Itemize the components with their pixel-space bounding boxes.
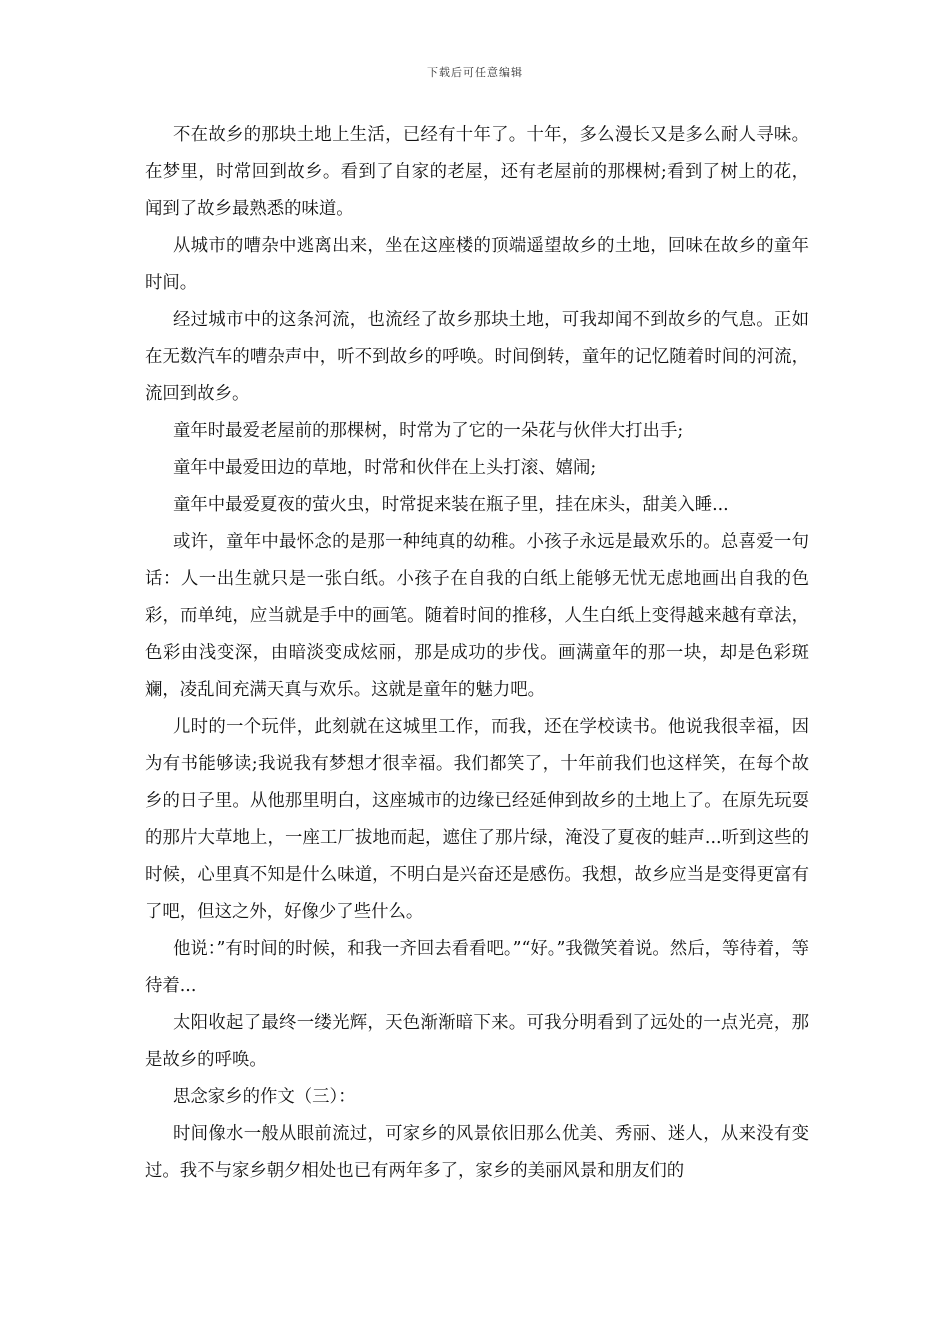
paragraph: 经过城市中的这条河流，也流经了故乡那块土地，可我却闻不到故乡的气息。正如在无数汽车的嘈杂声中，听不到故乡的呼唤。时间倒转，童年的记忆随着时间的河流，流回到故乡。: [145, 310, 809, 404]
paragraph: 儿时的一个玩伴，此刻就在这城里工作，而我，还在学校读书。他说我很幸福，因为有书能够读;我说我有梦想才很幸福。我们都笑了，十年前我们也这样笑，在每个故乡的日子里。从他那里明白，这座城市的边缘已经延伸到故乡的土地上了。在原先玩耍的那片大草地上，一座工厂拔地而起，遮住了那片绿，淹没了夏夜的蛙声...听到这些的时候，心里真不知是什么味道，不明白是兴奋还是感伤。我想，故乡应当是变得更富有了吧，但这之外，好像少了些什么。: [145, 717, 809, 922]
paragraph: 他说：”有时间的时候，和我一齐回去看看吧。”“好。”我微笑着说。然后，等待着，等待着...: [145, 939, 809, 996]
paragraph: 童年中最爱夏夜的萤火虫，时常捉来装在瓶子里，挂在床头，甜美入睡...: [173, 495, 729, 515]
paragraph: 童年中最爱田边的草地，时常和伙伴在上头打滚、嬉闹;: [173, 458, 597, 478]
paragraph: 童年时最爱老屋前的那棵树，时常为了它的一朵花与伙伴大打出手;: [173, 421, 684, 441]
section-heading: 思念家乡的作文（三）：: [173, 1087, 356, 1107]
paragraph: 或许，童年中最怀念的是那一种纯真的幼稚。小孩子永远是最欢乐的。总喜爱一句话：人一出生就只是一张白纸。小孩子在自我的白纸上能够无忧无虑地画出自我的色彩，而单纯，应当就是手中的画笔。随着时间的推移，人生白纸上变得越来越有章法，色彩由浅变深，由暗淡变成炫丽，那是成功的步伐。画满童年的那一块，却是色彩斑斓，凌乱间充满天真与欢乐。这就是童年的魅力吧。: [145, 532, 809, 700]
page-header: 下载后可任意编辑: [427, 66, 523, 79]
paragraph: 不在故乡的那块土地上生活，已经有十年了。十年，多么漫长又是多么耐人寻味。在梦里，时常回到故乡。看到了自家的老屋，还有老屋前的那棵树;看到了树上的花，闻到了故乡最熟悉的味道。: [145, 125, 809, 219]
document-body: [145, 117, 809, 1190]
paragraph: 时间像水一般从眼前流过，可家乡的风景依旧那么优美、秀丽、迷人，从来没有变过。我不与家乡朝夕相处也已有两年多了，家乡的美丽风景和朋友们的: [145, 1124, 809, 1181]
paragraph: 从城市的嘈杂中逃离出来，坐在这座楼的顶端遥望故乡的土地，回味在故乡的童年时间。: [145, 236, 809, 293]
paragraph: 太阳收起了最终一缕光辉，天色渐渐暗下来。可我分明看到了远处的一点光亮，那是故乡的呼唤。: [145, 1013, 809, 1070]
